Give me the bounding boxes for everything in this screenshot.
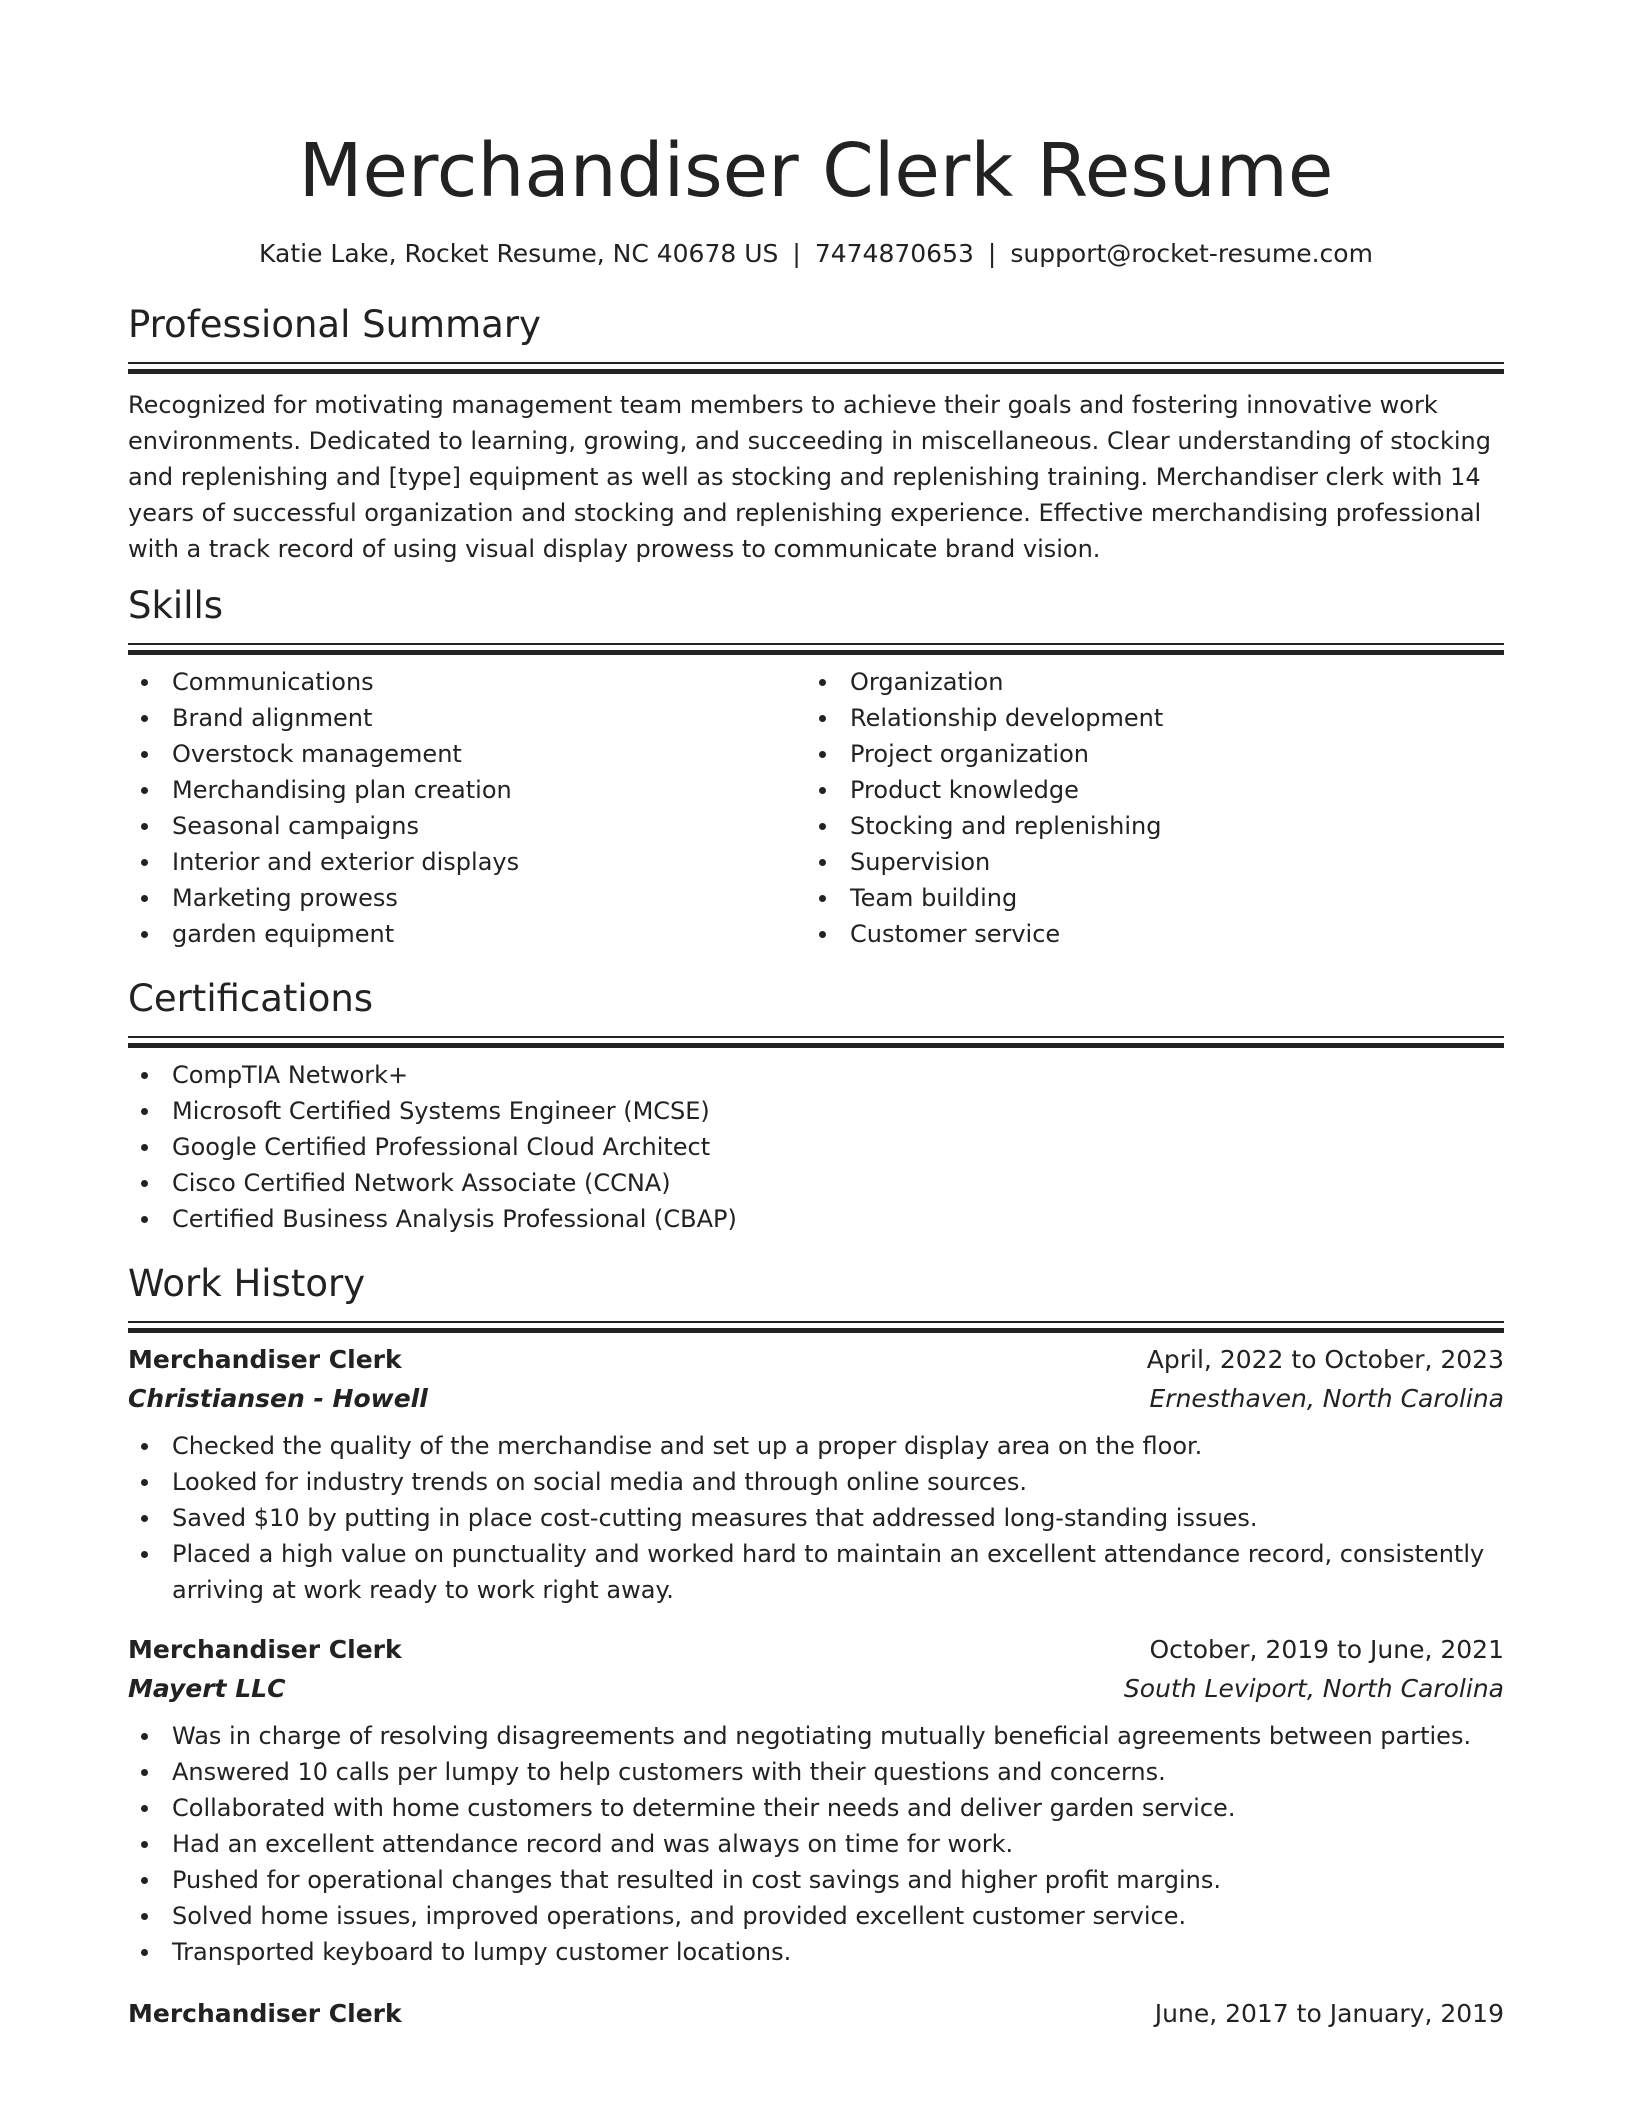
job-bullet: Answered 10 calls per lumpy to help customers with their questions and concerns. [128,1754,1504,1790]
resume-page [128,0,1504,2032]
job-location: Ernesthaven, North Carolina [1149,1384,1504,1413]
job-company: Mayert LLC [128,1674,286,1703]
certification-item: Certified Business Analysis Professional (CBAP) [128,1201,1504,1237]
skill-item: Communications [128,664,806,700]
job-entry [128,1632,1504,1970]
certifications-list [128,1057,1504,1237]
job-bullet: Checked the quality of the merchandise and set up a proper display area on the floor. [128,1428,1504,1464]
job-entry [128,1996,1504,2032]
summary-text: Recognized for motivating management team members to achieve their goals and fostering innovative work environments. Dedicated to learning, growing, and succeeding in miscellaneous. Clear understanding of stocking and replenishing and [type] equipment as well as stocking and replenishing training. Merchandiser clerk with 14 years of successful organization and stocking and replenishing experience. Effective merchandising professional with a track record of using visual display prowess to communicate brand vision. [128,391,1491,563]
skill-item: Supervision [806,844,1484,880]
skill-item: Relationship development [806,700,1484,736]
job-header-row [128,1632,1504,1668]
job-bullet: Pushed for operational changes that resulted in cost savings and higher profit margins. [128,1862,1504,1898]
section-rule [128,643,1504,654]
contact-email: support@rocket-resume.com [1010,239,1373,268]
skills-heading: Skills [128,584,224,627]
job-bullet: Saved $10 by putting in place cost-cutting measures that addressed long-standing issues. [128,1500,1504,1536]
work-history-heading: Work History [128,1262,366,1305]
job-header-row [128,1996,1504,2032]
skill-item: Project organization [806,736,1484,772]
job-dates: October, 2019 to June, 2021 [1149,1635,1504,1664]
certification-item: Cisco Certified Network Associate (CCNA) [128,1165,1504,1201]
job-title: Merchandiser Clerk [128,1345,402,1374]
certification-item: Microsoft Certified Systems Engineer (MCSE) [128,1093,1504,1129]
job-title: Merchandiser Clerk [128,1635,402,1664]
certifications-section [128,976,1504,1237]
contact-address: Katie Lake, Rocket Resume, NC 40678 US [259,239,779,268]
job-bullet: Looked for industry trends on social media and through online sources. [128,1464,1504,1500]
work-history-section [128,1261,1504,2032]
section-rule [128,1321,1504,1332]
job-dates: June, 2017 to January, 2019 [1154,1999,1504,2028]
certifications-heading: Certifications [128,977,374,1020]
job-entry [128,1342,1504,1608]
skill-item: garden equipment [128,916,806,952]
job-bullet: Solved home issues, improved operations, and provided excellent customer service. [128,1898,1504,1934]
job-company: Christiansen - Howell [128,1384,428,1413]
skills-list-left [128,664,806,952]
certification-item: Google Certified Professional Cloud Architect [128,1129,1504,1165]
job-company-row [128,1378,1504,1420]
job-bullets [128,1718,1504,1970]
skill-item: Seasonal campaigns [128,808,806,844]
job-bullet: Placed a high value on punctuality and worked hard to maintain an excellent attendance record, consistently arriving at work ready to work right away. [128,1536,1504,1608]
skill-item: Overstock management [128,736,806,772]
section-rule [128,1036,1504,1047]
skill-item: Interior and exterior displays [128,844,806,880]
certification-item: CompTIA Network+ [128,1057,1504,1093]
skill-item: Product knowledge [806,772,1484,808]
contact-separator: | [792,239,801,268]
skill-item: Stocking and replenishing [806,808,1484,844]
job-header-row [128,1342,1504,1378]
skills-list-right [806,664,1484,952]
summary-section [128,302,1504,567]
resume-title: Merchandiser Clerk Resume [298,128,1334,214]
job-bullets [128,1428,1504,1608]
contact-separator: | [987,239,997,268]
job-bullet: Collaborated with home customers to determine their needs and deliver garden service. [128,1790,1504,1826]
job-bullet: Was in charge of resolving disagreements and negotiating mutually beneficial agreements between parties. [128,1718,1504,1754]
skill-item: Merchandising plan creation [128,772,806,808]
job-company-row [128,1668,1504,1710]
contact-line [128,238,1504,270]
job-bullet: Had an excellent attendance record and was always on time for work. [128,1826,1504,1862]
section-rule [128,362,1504,373]
job-bullet: Transported keyboard to lumpy customer locations. [128,1934,1504,1970]
job-location: South Leviport, North Carolina [1123,1674,1504,1703]
contact-phone: 7474870653 [814,239,974,268]
skill-item: Customer service [806,916,1484,952]
summary-heading: Professional Summary [128,303,541,346]
skill-item: Marketing prowess [128,880,806,916]
skill-item: Team building [806,880,1484,916]
job-dates: April, 2022 to October, 2023 [1146,1345,1504,1374]
skills-grid [128,664,1504,952]
skill-item: Brand alignment [128,700,806,736]
job-title: Merchandiser Clerk [128,1999,402,2028]
skills-section [128,583,1504,952]
skill-item: Organization [806,664,1484,700]
